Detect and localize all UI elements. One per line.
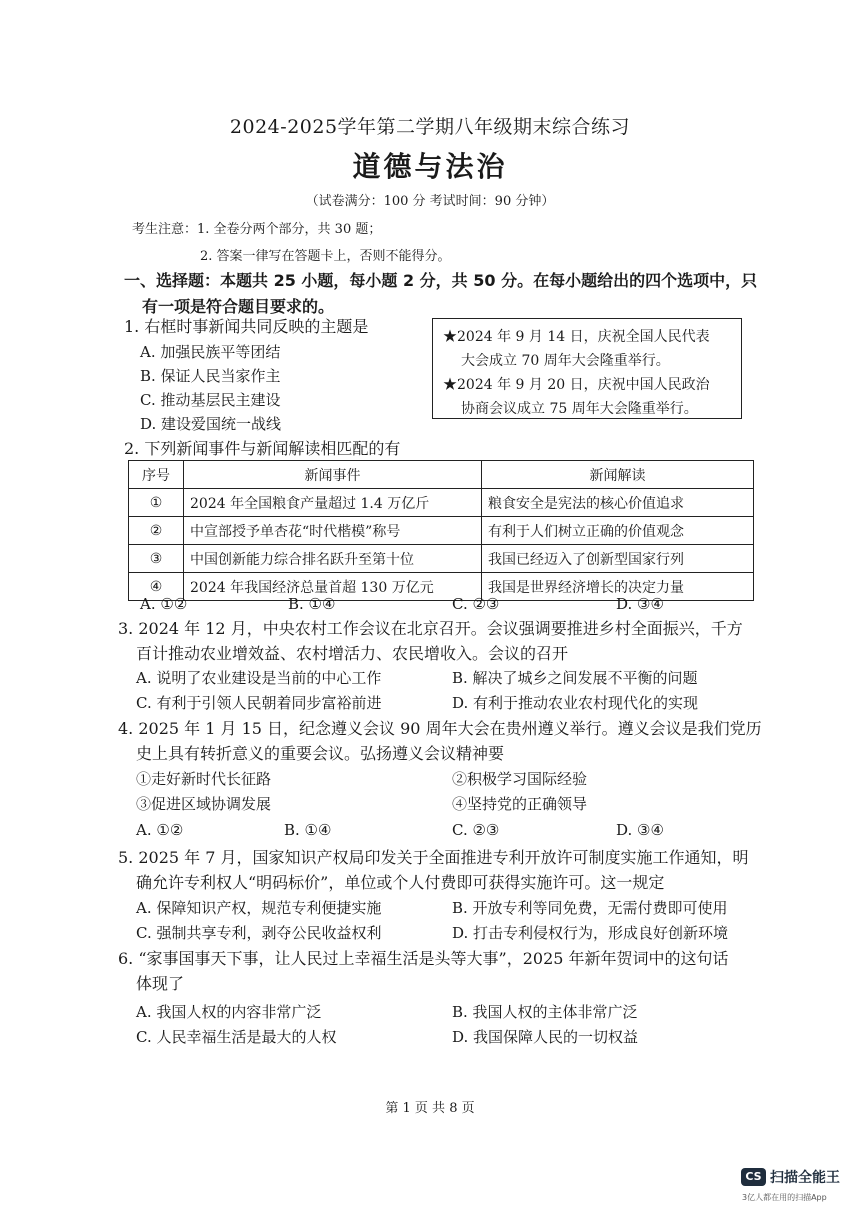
q6-option-c: C. 人民幸福生活是最大的人权 [136, 1028, 337, 1046]
q1-box-line-4: 协商会议成立 75 周年大会隆重举行。 [461, 401, 698, 417]
q1-box-line-2: 大会成立 70 周年大会隆重举行。 [461, 353, 670, 369]
header-event: 新闻事件 [184, 461, 482, 489]
q2-option-a: A. ①② [140, 595, 188, 613]
q4-item-1: ①走好新时代长征路 [136, 770, 272, 788]
table-row [129, 545, 754, 573]
q5-option-d: D. 打击专利侵权行为，形成良好创新环境 [452, 924, 729, 942]
q1-box-line-3: ★2024 年 9 月 20 日，庆祝中国人民政治 [443, 377, 710, 393]
row-interpretation: 我国已经迈入了创新型国家行列 [482, 545, 754, 573]
q1-option-d: D. 建设爱国统一战线 [140, 415, 282, 433]
q2-option-c: C. ②③ [452, 595, 500, 613]
camscanner-name: 扫描全能王 [770, 1170, 840, 1186]
q1-stem: 1. 右框时事新闻共同反映的主题是 [124, 317, 369, 336]
q4-stem-line-1: 4. 2025 年 1 月 15 日，纪念遵义会议 90 周年大会在贵州遵义举行。遵义会议是我们党历 [118, 719, 762, 738]
row-interpretation: 粮食安全是宪法的核心价值追求 [482, 489, 754, 517]
q3-stem-line-1: 3. 2024 年 12 月，中央农村工作会议在北京召开。会议强调要推进乡村全面振兴，千方 [118, 619, 743, 638]
row-event: 2024 年我国经济总量首超 130 万亿元 [184, 573, 482, 601]
q4-option-d: D. ③④ [616, 821, 664, 839]
notice-line-2: 2. 答案一律写在答题卡上，否则不能得分。 [200, 249, 451, 264]
row-interpretation: 我国是世界经济增长的决定力量 [482, 573, 754, 601]
q3-stem-line-2: 百计推动农业增效益、农村增活力、农民增收入。会议的召开 [136, 644, 569, 663]
page-number: 第 1 页 共 8 页 [385, 1101, 475, 1116]
row-no: ④ [129, 573, 184, 601]
q4-item-4: ④坚持党的正确领导 [452, 795, 588, 813]
q4-stem-line-2: 史上具有转折意义的重要会议。弘扬遵义会议精神要 [136, 744, 505, 763]
q6-option-b: B. 我国人权的主体非常广泛 [452, 1003, 638, 1021]
q1-option-b: B. 保证人民当家作主 [140, 367, 281, 385]
q4-item-2: ②积极学习国际经验 [452, 770, 588, 788]
section-line-1: 一、选择题：本题共 25 小题，每小题 2 分，共 50 分。在每小题给出的四个选项中，只 [124, 271, 758, 290]
q2-news-table [128, 460, 754, 601]
section-line-2: 有一项是符合题目要求的。 [142, 297, 335, 316]
table-row [129, 489, 754, 517]
row-event: 2024 年全国粮食产量超过 1.4 万亿斤 [184, 489, 482, 517]
camscanner-tagline: 3亿人都在用的扫描App [742, 1193, 827, 1202]
q4-option-c: C. ②③ [452, 821, 500, 839]
q5-option-a: A. 保障知识产权，规范专利便捷实施 [136, 899, 382, 917]
row-event: 中国创新能力综合排名跃升至第十位 [184, 545, 482, 573]
notice-line-1: 考生注意：1. 全卷分两个部分，共 30 题； [132, 222, 382, 237]
q4-item-3: ③促进区域协调发展 [136, 795, 272, 813]
q6-option-d: D. 我国保障人民的一切权益 [452, 1028, 639, 1046]
q5-stem-line-1: 5. 2025 年 7 月，国家知识产权局印发关于全面推进专利开放许可制度实施工作通知，明 [118, 848, 749, 867]
q6-stem-line-2: 体现了 [136, 974, 185, 993]
q3-option-d: D. 有利于推动农业农村现代化的实现 [452, 694, 699, 712]
q1-option-a: A. 加强民族平等团结 [140, 343, 281, 361]
q3-option-c: C. 有利于引领人民朝着同步富裕前进 [136, 694, 382, 712]
exam-year-title: 2024-2025学年第二学期八年级期末综合练习 [229, 116, 631, 138]
exam-meta: （试卷满分：100 分 考试时间：90 分钟） [305, 194, 555, 209]
q6-stem-line-1: 6. “家事国事天下事，让人民过上幸福生活是头等大事”，2025 年新年贺词中的这句话 [118, 949, 729, 968]
q5-stem-line-2: 确允许专利权人“明码标价”，单位或个人付费即可获得实施许可。这一规定 [136, 873, 665, 892]
table-header-row [129, 461, 754, 489]
q2-option-b: B. ①④ [288, 595, 336, 613]
q1-box-line-1: ★2024 年 9 月 14 日，庆祝全国人民代表 [443, 329, 710, 345]
q5-option-b: B. 开放专利等同免费，无需付费即可使用 [452, 899, 728, 917]
header-no: 序号 [129, 461, 184, 489]
q6-option-a: A. 我国人权的内容非常广泛 [136, 1003, 322, 1021]
q4-option-b: B. ①④ [284, 821, 332, 839]
q1-option-c: C. 推动基层民主建设 [140, 391, 281, 409]
q3-option-a: A. 说明了农业建设是当前的中心工作 [136, 669, 382, 687]
row-no: ③ [129, 545, 184, 573]
header-interpretation: 新闻解读 [482, 461, 754, 489]
table-row [129, 517, 754, 545]
q2-stem: 2. 下列新闻事件与新闻解读相匹配的有 [124, 439, 401, 458]
exam-subject-title: 道德与法治 [352, 150, 508, 183]
q3-option-b: B. 解决了城乡之间发展不平衡的问题 [452, 669, 698, 687]
row-no: ② [129, 517, 184, 545]
q2-option-d: D. ③④ [616, 595, 664, 613]
row-event: 中宣部授予单杏花“时代楷模”称号 [184, 517, 482, 545]
row-no: ① [129, 489, 184, 517]
q1-news-box [432, 318, 742, 419]
camscanner-logo-icon: CS [741, 1168, 766, 1186]
q4-option-a: A. ①② [136, 821, 184, 839]
q5-option-c: C. 强制共享专利，剥夺公民收益权利 [136, 924, 382, 942]
row-interpretation: 有利于人们树立正确的价值观念 [482, 517, 754, 545]
section-heading [124, 268, 774, 320]
